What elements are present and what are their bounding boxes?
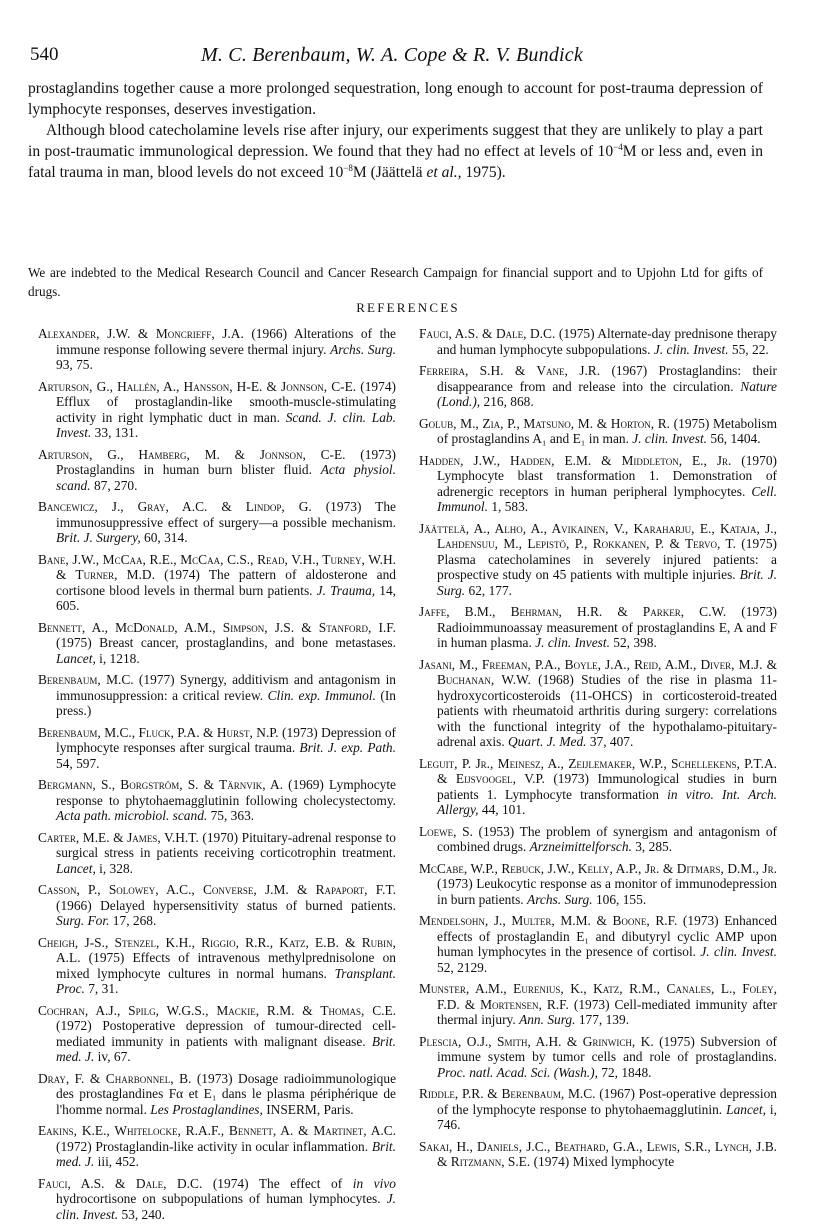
references-column-left: [38, 326, 396, 1228]
body-text: [28, 78, 763, 183]
reference: Loewe, S. (1953) The problem of synergism and antagonism of combined drugs. Arzneimittelforsch. 3, 285.: [419, 823, 777, 854]
running-head: M. C. Berenbaum, W. A. Cope & R. V. Bundick: [201, 44, 583, 66]
reference: Casson, P., Solowey, A.C., Converse, J.M. & Rapaport, F.T. (1966) Delayed hypersensitivity status of burned patients. Surg. For. 17, 268.: [38, 882, 396, 928]
reference: Bancewicz, J., Gray, A.C. & Lindop, G. (1973) The immunosuppressive effect of surgery—a possible mechanism. Brit. J. Surgery, 60, 314.: [38, 499, 396, 545]
paragraph: prostaglandins together cause a more prolonged sequestration, long enough to account for post-trauma depression of lymphocyte responses, deserves investigation.: [28, 80, 763, 118]
reference: Berenbaum, M.C., Fluck, P.A. & Hurst, N.P. (1973) Depression of lymphocyte responses after surgical trauma. Brit. J. exp. Path. 54, 597.: [38, 724, 396, 771]
reference: Plescia, O.J., Smith, A.H. & Grinwich, K. (1975) Subversion of immune system by tumor cells and role of prostaglandins. Proc. natl. Acad. Sci. (Wash.), 72, 1848.: [419, 1033, 777, 1080]
reference: Mendelsohn, J., Multer, M.M. & Boone, R.F. (1973) Enhanced effects of prostaglandin E₁ and dibutyryl cyclic AMP upon human lymphocytes in the presence of cortisol. J. clin. Invest. 52, 2129.: [419, 913, 778, 975]
reference: Ferreira, S.H. & Vane, J.R. (1967) Prostaglandins: their disappearance from and release into the circulation. Nature (Lond.), 216, 868.: [419, 363, 777, 409]
reference: Carter, M.E. & James, V.H.T. (1970) Pituitary-adrenal response to surgical stress in patients receiving corticotrophin treatment. Lancet, i, 328.: [38, 829, 396, 876]
reference: Jasani, M., Freeman, P.A., Boyle, J.A., Reid, A.M., Diver, M.J. & Buchanan, W.W. (1968) Studies of the rise in plasma 11-hydroxycorticosteroids (11-OHCS) in corticosteroid-treated patients with rheumatoid arthritis during surgery: correlations with the functional integrity of the hypothalamo-pituitary-adrenal axis. Quart. J. Med. 37, 407.: [419, 656, 777, 749]
reference: Fauci, A.S. & Dale, D.C. (1974) The effect of in vivo hydrocortisone on subpopulations of human lymphocytes. J. clin. Invest. 53, 240.: [38, 1175, 396, 1222]
reference: Sakai, H., Daniels, J.C., Beathard, G.A., Lewis, S.R., Lynch, J.B. & Ritzmann, S.E. (1974) Mixed lymphocyte: [419, 1138, 777, 1169]
references-column-right: [419, 326, 777, 1176]
reference: Jaffe, B.M., Behrman, H.R. & Parker, C.W. (1973) Radioimmunoassay measurement of prostaglandins E, A and F in human plasma. J. clin. Invest. 52, 398.: [419, 604, 777, 650]
reference: Fauci, A.S. & Dale, D.C. (1975) Alternate-day prednisone therapy and human lymphocyte subpopulations. J. clin. Invest. 55, 22.: [419, 326, 777, 357]
reference: Munster, A.M., Eurenius, K., Katz, R.M., Canales, L., Foley, F.D. & Mortensen, R.F. (1973) Cell-mediated immunity after thermal injury. Ann. Surg. 177, 139.: [419, 981, 777, 1027]
reference: Dray, F. & Charbonnel, B. (1973) Dosage radioimmunologique des prostaglandines Fα et E₁ dans le plasma périphérique de l'homme normal. Les Prostaglandines, INSERM, Paris.: [38, 1070, 397, 1117]
reference: Bane, J.W., McCaa, R.E., McCaa, C.S., Read, V.H., Turney, W.H. & Turner, M.D. (1974) The pattern of aldosterone and cortisone blood levels in thermal burn patients. J. Trauma, 14, 605.: [38, 551, 397, 613]
reference: Jäättelä, A., Alho, A., Avikainen, V., Karaharju, E., Kataja, J., Lahdensuu, M., Lepistö, P., Rokkanen, P. & Tervo, T. (1975) Plasma catecholamines in severely injured patients: a prospective study on 45 patients with multiple injuries. Brit. J. Surg. 62, 177.: [419, 520, 777, 598]
page-number: 540: [30, 44, 59, 65]
reference: Berenbaum, M.C. (1977) Synergy, additivism and antagonism in immunosuppression: a critical review. Clin. exp. Immunol. (In press.): [38, 672, 396, 718]
reference: Bennett, A., McDonald, A.M., Simpson, J.S. & Stanford, I.F. (1975) Breast cancer, prostaglandins, and bone metastases. Lancet, i, 1218.: [38, 619, 396, 666]
reference: Cochran, A.J., Spilg, W.G.S., Mackie, R.M. & Thomas, C.E. (1972) Postoperative depression of tumour-directed cell-mediated immunity in patients with malignant disease. Brit. med. J. iv, 67.: [38, 1002, 396, 1064]
reference: Cheigh, J-S., Stenzel, K.H., Riggio, R.R., Katz, E.B. & Rubin, A.L. (1975) Effects of intravenous methylprednisolone on mixed lymphocyte cultures in normal humans. Transplant. Proc. 7, 31.: [38, 934, 396, 996]
reference: Eakins, K.E., Whitelocke, R.A.F., Bennett, A. & Martinet, A.C. (1972) Prostaglandin-like activity in ocular inflammation. Brit. med. J. iii, 452.: [38, 1123, 396, 1169]
reference: Riddle, P.R. & Berenbaum, M.C. (1967) Post-operative depression of the lymphocyte response to phytohaemagglutinin. Lancet, i, 746.: [419, 1086, 777, 1132]
reference: Arturson, G., Hallén, A., Hansson, H-E. & Jonnson, C-E. (1974) Efflux of prostaglandin-like smooth-muscle-stimulating activity in right lymphatic duct in man. Scand. J. clin. Lab. Invest. 33, 131.: [38, 378, 396, 440]
paragraph: Although blood catecholamine levels rise after injury, our experiments suggest that they are unlikely to play a part in post-traumatic immunological depression. We found that they had no effect at levels of $10^{-4}M$ or less and, even in fatal trauma in man, blood levels do not exceed $10^{-8}M$ (Jäättelä et al., 1975).: [28, 122, 763, 181]
page-header: [28, 44, 756, 74]
acknowledgements: We are indebted to the Medical Research Council and Cancer Research Campaign for financial support and to Upjohn Ltd for gifts of drugs.: [28, 265, 763, 299]
reference: McCabe, W.P., Rebuck, J.W., Kelly, A.P., Jr. & Ditmars, D.M., Jr. (1973) Leukocytic response as a monitor of immunodepression in burn patients. Archs. Surg. 106, 155.: [419, 860, 777, 907]
reference: Arturson, G., Hamberg, M. & Jonnson, C-E. (1973) Prostaglandins in human burn blister fluid. Acta physiol. scand. 87, 270.: [38, 446, 396, 493]
reference: Hadden, J.W., Hadden, E.M. & Middleton, E., Jr. (1970) Lymphocyte blast transformation 1. Demonstration of adrenergic receptors in human peripheral lymphocytes. Cell. Immunol. 1, 583.: [419, 452, 777, 514]
reference: Alexander, J.W. & Moncrieff, J.A. (1966) Alterations of the immune response following severe thermal injury. Archs. Surg. 93, 75.: [38, 326, 396, 372]
reference: Leguit, P. Jr., Meinesz, A., Zeijlemaker, W.P., Schellekens, P.T.A. & Eijsvoogel, V.P. (1973) Immunological studies in burn patients 1. Lymphocyte transformation in vitro. Int. Arch. Allergy, 44, 101.: [419, 755, 777, 817]
references-heading: REFERENCES: [356, 300, 460, 315]
reference: Golub, M., Zia, P., Matsuno, M. & Horton, R. (1975) Metabolism of prostaglandins A₁ and E₁ in man. J. clin. Invest. 56, 1404.: [419, 415, 777, 446]
reference: Bergmann, S., Borgström, S. & Tärnvik, A. (1969) Lymphocyte response to phytohaemagglutinin following cholecystectomy. Acta path. microbiol. scand. 75, 363.: [38, 777, 396, 823]
